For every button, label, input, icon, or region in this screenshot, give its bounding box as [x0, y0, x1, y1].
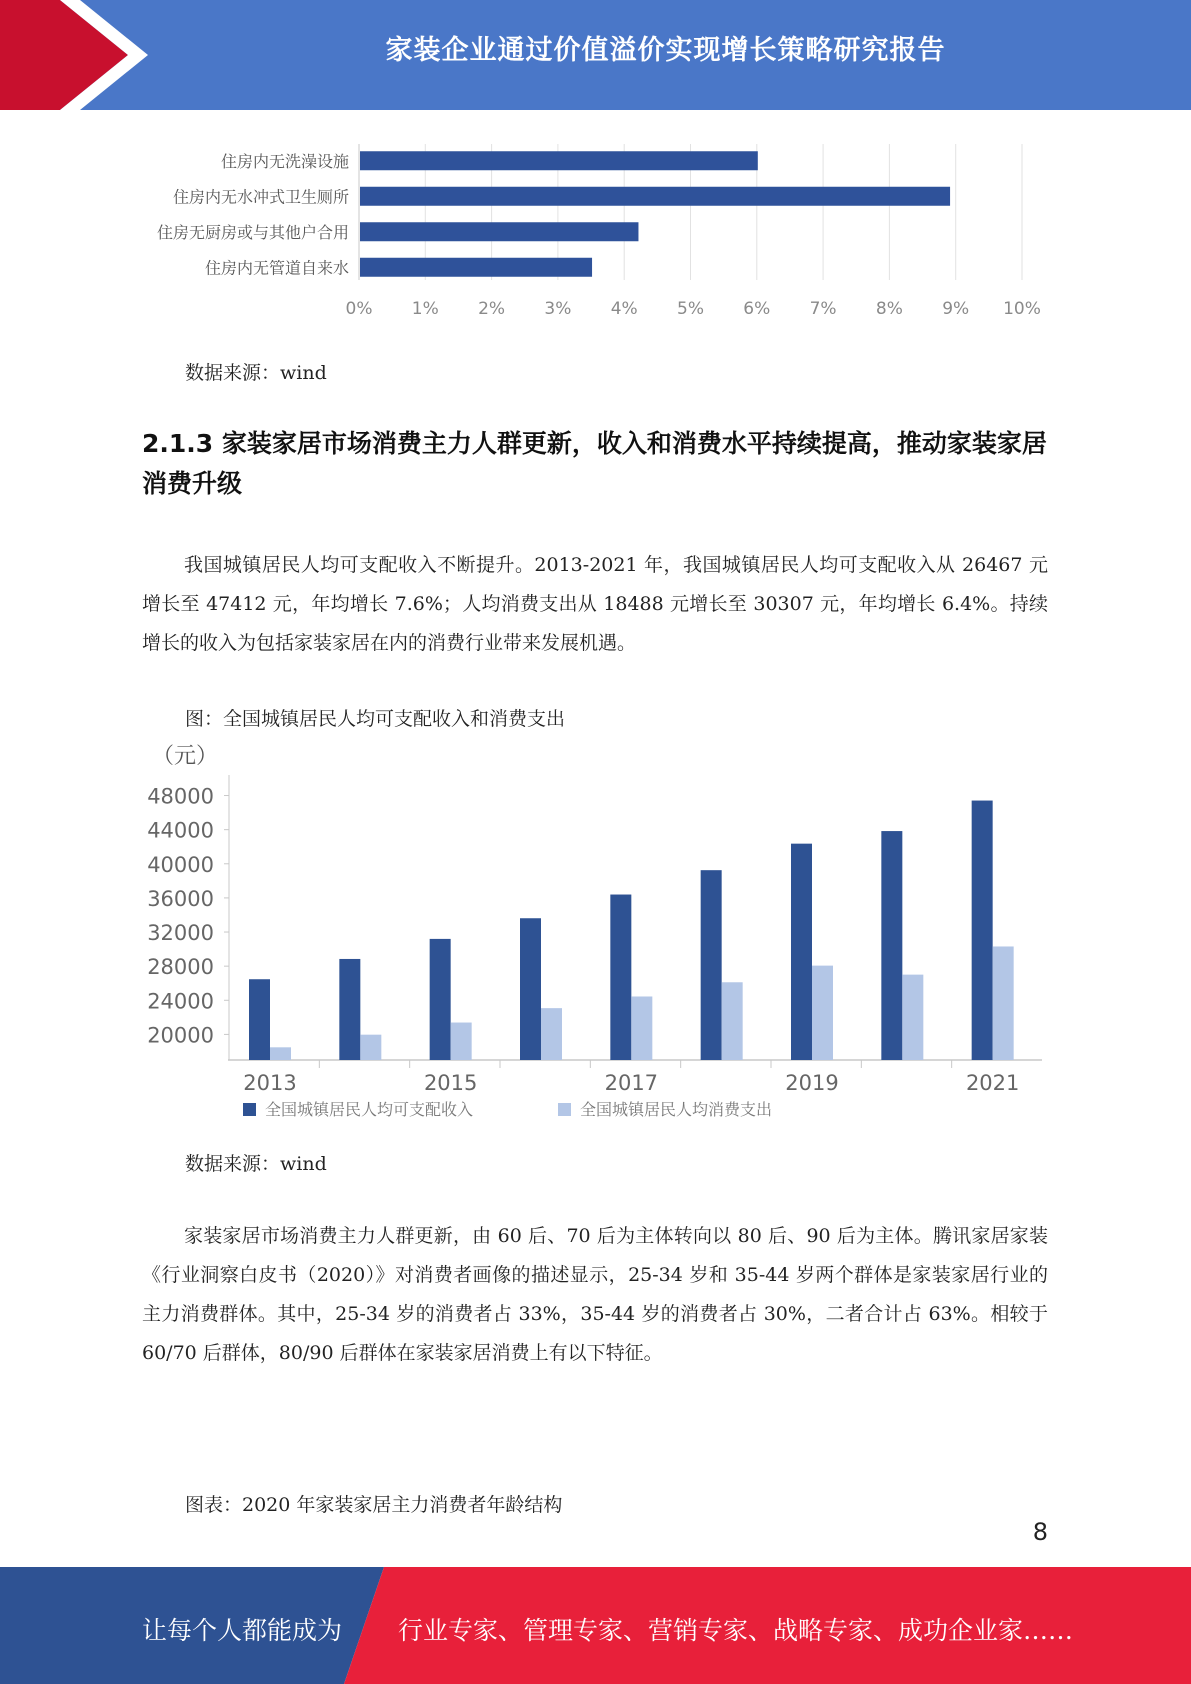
hbar-x-tick-label: 10% [1003, 299, 1041, 319]
data-source-1: 数据来源：wind [185, 362, 327, 384]
page-number: 8 [1032, 1518, 1048, 1546]
vbar-bar-consumption [541, 1008, 562, 1060]
vbar-bar-consumption [631, 996, 652, 1060]
hbar-x-tick-label: 3% [544, 299, 572, 319]
vbar-legend-swatch [558, 1103, 571, 1116]
vbar-x-tick-label: 2013 [243, 1071, 297, 1095]
vbar-x-tick-label: 2015 [423, 1071, 478, 1095]
hbar-bar [360, 151, 758, 170]
hbar-category-label: 住房无厨房或与其他户合用 [156, 222, 349, 242]
hbar-bar [360, 258, 592, 277]
figure-caption-age-structure: 图表：2020 年家装家居主力消费者年龄结构 [185, 1494, 563, 1516]
hbar-category-label: 住房内无管道自来水 [204, 258, 349, 278]
vbar-y-tick-label: 44000 [147, 818, 214, 843]
vbar-bar-income [520, 918, 541, 1060]
vbar-y-tick-label: 36000 [147, 886, 214, 911]
paragraph-consumer-groups: 家装家居市场消费主力人群更新，由 60 后、70 后为主体转向以 80 后、90 后为主体。腾讯家居家装《行业洞察白皮书（2020）》对消费者画像的描述显示，25-34 岁和 35-44 岁两个群体是家装家居行业的主力消费群体。其中，25-34 岁的消费者占 33%，35-44 岁的消费者占 30%，二者合计占 63%。相较于 60/70 后群体，80/90 后群体在家装家居消费上有以下特征。 [142, 1225, 1048, 1364]
vbar-bar-consumption [902, 975, 923, 1060]
vbar-bar-income [610, 895, 631, 1060]
vbar-bar-income [972, 801, 993, 1060]
hbar-x-tick-label: 7% [809, 299, 837, 319]
hbar-x-tick-label: 5% [677, 299, 704, 319]
data-source-2: 数据来源：wind [185, 1153, 327, 1175]
hbar-category-label: 住房内无洗澡设施 [220, 151, 349, 171]
report-title: 家装企业通过价值溢价实现增长策略研究报告 [385, 35, 946, 66]
hbar-x-tick-label: 9% [942, 299, 970, 319]
vbar-y-tick-label: 48000 [147, 784, 214, 809]
hbar-bar [360, 187, 950, 206]
page-header [0, 0, 1191, 110]
section-heading: 2.1.3 家装家居市场消费主力人群更新，收入和消费水平持续提高，推动家装家居消费升级 [142, 429, 1047, 498]
vbar-x-tick-label: 2019 [785, 1071, 839, 1095]
vbar-bar-income [701, 870, 722, 1060]
page-footer [0, 1567, 1191, 1684]
vbar-y-tick-label: 24000 [147, 989, 214, 1014]
figure-caption-income: 图：全国城镇居民人均可支配收入和消费支出 [185, 708, 566, 730]
hbar-bar [360, 222, 638, 241]
vbar-bar-income [249, 979, 270, 1060]
vbar-bar-consumption [812, 966, 833, 1060]
vbar-legend-label: 全国城镇居民人均可支配收入 [265, 1100, 474, 1119]
hbar-x-tick-label: 1% [411, 299, 439, 319]
hbar-x-tick-label: 6% [743, 299, 771, 319]
vbar-bar-income [881, 831, 902, 1060]
header-arrow-decoration [0, 0, 160, 110]
income-consumption-bar-chart [140, 735, 1060, 1135]
hbar-x-tick-label: 8% [875, 299, 903, 319]
footer-slogan-right: 行业专家、管理专家、营销专家、战略专家、成功企业家…… [398, 1616, 1074, 1645]
vbar-legend-swatch [243, 1103, 256, 1116]
vbar-y-tick-label: 20000 [147, 1023, 214, 1048]
hbar-x-tick-label: 2% [478, 299, 506, 319]
vbar-y-tick-label: 28000 [147, 955, 214, 980]
vbar-bar-consumption [270, 1047, 291, 1060]
housing-facilities-bar-chart [140, 130, 1060, 330]
vbar-bar-income [430, 939, 451, 1060]
hbar-x-tick-label: 4% [610, 299, 638, 319]
hbar-x-tick-label: 0% [345, 299, 373, 319]
vbar-y-tick-label: 32000 [147, 921, 214, 946]
vbar-legend-label: 全国城镇居民人均消费支出 [580, 1100, 773, 1119]
footer-slogan-left: 让每个人都能成为 [142, 1616, 343, 1645]
vbar-x-tick-label: 2017 [604, 1071, 659, 1095]
vbar-bar-consumption [722, 982, 743, 1060]
vbar-bar-consumption [451, 1023, 472, 1060]
vbar-bar-consumption [360, 1035, 381, 1060]
vbar-y-axis-label: （元） [152, 744, 219, 769]
vbar-bar-income [791, 844, 812, 1060]
vbar-bar-income [339, 959, 360, 1060]
hbar-category-label: 住房内无水冲式卫生厕所 [172, 187, 349, 207]
vbar-y-tick-label: 40000 [147, 852, 214, 877]
vbar-bar-consumption [993, 946, 1014, 1060]
vbar-x-tick-label: 2021 [965, 1071, 1020, 1095]
paragraph-income-growth: 我国城镇居民人均可支配收入不断提升。2013-2021 年，我国城镇居民人均可支配收入从 26467 元增长至 47412 元，年均增长 7.6%；人均消费支出从 18488 元增长至 30307 元，年均增长 6.4%。持续增长的收入为包括家装家居在内的消费行业带来发展机遇。 [142, 554, 1048, 654]
